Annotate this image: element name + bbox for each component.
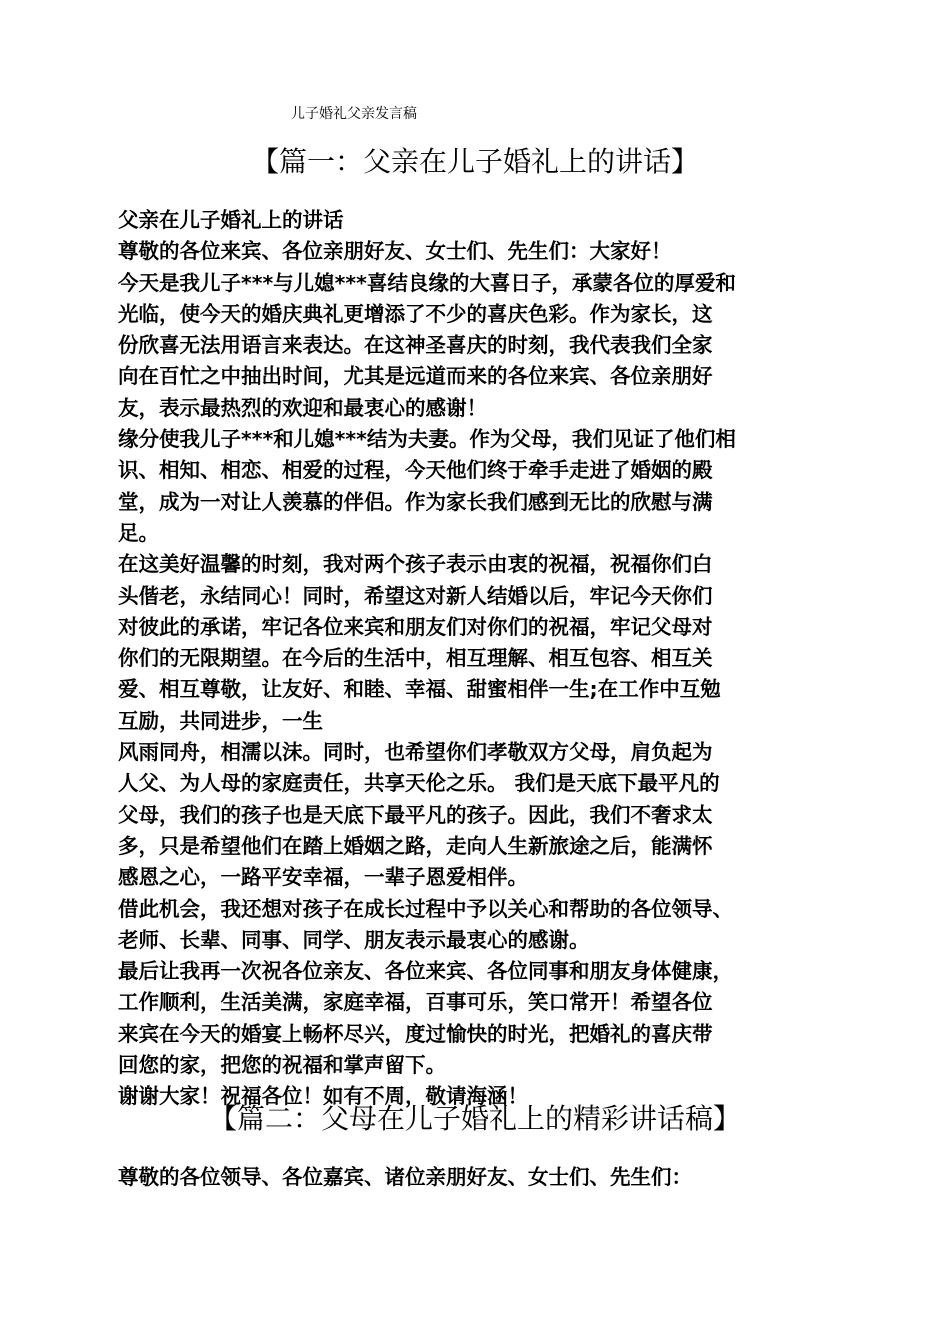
text-line: 最后让我再一次祝各位亲友、各位来宾、各位同事和朋友身体健康， — [118, 959, 733, 984]
text-line: 识、相知、相恋、相爱的过程，今天他们终于牵手走进了婚姻的殿 — [118, 458, 713, 483]
section-1-body — [118, 205, 838, 1113]
text-line: 友，表示最热烈的欢迎和最衷心的感谢！ — [118, 395, 487, 420]
text-line: 今天是我儿子***与儿媳***喜结良缘的大喜日子，承蒙各位的厚爱和 — [118, 270, 736, 295]
text-line: 老师、长辈、同事、同学、朋友表示最衷心的感谢。 — [118, 927, 590, 952]
text-line: 缘分使我儿子***和儿媳***结为夫妻。作为父母，我们见证了他们相 — [118, 427, 736, 452]
text-line: 向在百忙之中抽出时间，尤其是远道而来的各位来宾、各位亲朋好 — [118, 364, 713, 389]
text-line: 头偕老，永结同心！同时，希望这对新人结婚以后，牢记今天你们 — [118, 583, 713, 608]
text-line: 互励，共同进步，一生 — [118, 708, 323, 733]
text-line: 多，只是希望他们在踏上婚姻之路，走向人生新旅途之后，能满怀 — [118, 833, 713, 858]
text-line: 份欣喜无法用语言来表达。在这神圣喜庆的时刻，我代表我们全家 — [118, 333, 713, 358]
text-line: 光临，使今天的婚庆典礼更增添了不少的喜庆色彩。作为家长，这 — [118, 301, 713, 326]
page-header: 儿子婚礼父亲发言稿 — [291, 106, 417, 122]
text-line: 工作顺利，生活美满，家庭幸福，百事可乐，笑口常开！希望各位 — [118, 990, 713, 1015]
section-1-title: 【篇一：父亲在儿子婚礼上的讲话】 — [250, 145, 699, 178]
text-line: 尊敬的各位来宾、各位亲朋好友、女士们、先生们：大家好！ — [118, 239, 672, 264]
text-line: 感恩之心，一路平安幸福，一辈子恩爱相伴。 — [118, 865, 528, 890]
text-line: 足。 — [118, 520, 159, 545]
text-line: 借此机会，我还想对孩子在成长过程中予以关心和帮助的各位领导、 — [118, 896, 733, 921]
text-line: 尊敬的各位领导、各位嘉宾、诸位亲朋好友、女士们、先生们： — [118, 1165, 692, 1189]
text-line: 风雨同舟，相濡以沫。同时，也希望你们孝敬双方父母，肩负起为 — [118, 740, 713, 765]
text-line: 在这美好温馨的时刻，我对两个孩子表示由衷的祝福，祝福你们白 — [118, 552, 713, 577]
text-line: 来宾在今天的婚宴上畅杯尽兴，度过愉快的时光，把婚礼的喜庆带 — [118, 1021, 713, 1046]
text-line: 回您的家，把您的祝福和掌声留下。 — [118, 1053, 446, 1078]
section-2-body — [118, 1162, 838, 1193]
text-line: 父母，我们的孩子也是天底下最平凡的孩子。因此，我们不奢求太 — [118, 802, 713, 827]
text-line: 父亲在儿子婚礼上的讲话 — [118, 208, 344, 232]
text-line: 堂，成为一对让人羡慕的伴侣。作为家长我们感到无比的欣慰与满 — [118, 489, 713, 514]
text-line: 你们的无限期望。在今后的生活中，相互理解、相互包容、相互关 — [118, 646, 713, 671]
text-line: 对彼此的承诺，牢记各位来宾和朋友们对你们的祝福，牢记父母对 — [118, 614, 713, 639]
text-line: 谢谢大家！祝福各位！如有不周，敬请海涵！ — [118, 1084, 528, 1109]
section-2-title: 【篇二：父母在儿子婚礼上的精彩讲话稿】 — [208, 1102, 741, 1135]
text-line: 人父、为人母的家庭责任，共享天伦之乐。 我们是天底下最平凡的 — [118, 771, 720, 796]
text-line: 爱、相互尊敬，让友好、和睦、幸福、甜蜜相伴一生;在工作中互勉 — [118, 677, 721, 702]
